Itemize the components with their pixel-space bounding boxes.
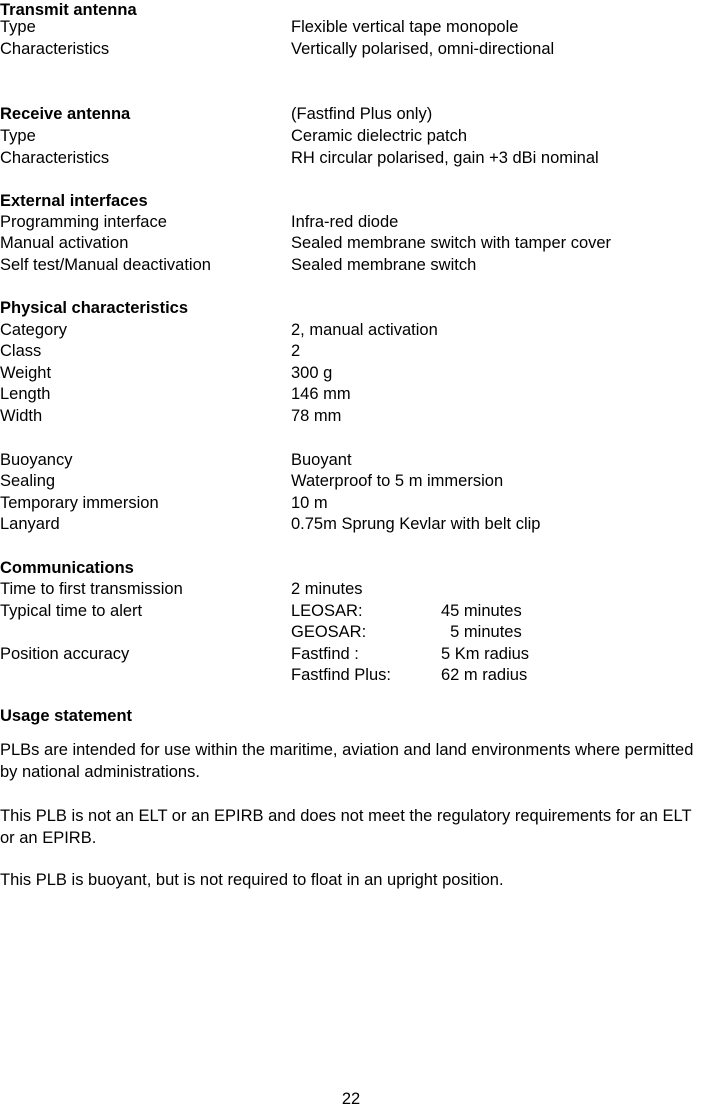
self-test-value: Sealed membrane switch <box>291 256 477 274</box>
lanyard-label: Lanyard <box>0 515 60 533</box>
programming-interface-label: Programming interface <box>0 213 167 231</box>
self-test-label: Self test/Manual deactivation <box>0 256 211 274</box>
leosar-value: 45 minutes <box>441 602 522 620</box>
transmit-characteristics-value: Vertically polarised, omni-directional <box>291 40 555 58</box>
geosar-value: 5 minutes <box>441 623 522 641</box>
usage-paragraph-2: This PLB is not an ELT or an EPIRB and does not meet the regulatory requirements for an ELT or an EPIRB. <box>0 807 692 847</box>
lanyard-value: 0.75m Sprung Kevlar with belt clip <box>291 515 541 533</box>
receive-type-value: Ceramic dielectric patch <box>291 127 468 145</box>
usage-paragraph-1: PLBs are intended for use within the maritime, aviation and land environments where permitted by national administrations. <box>0 741 694 781</box>
length-label: Length <box>0 385 51 403</box>
class-value: 2 <box>291 342 301 360</box>
first-transmission-value: 2 minutes <box>291 580 363 598</box>
first-transmission-label: Time to first transmission <box>0 580 183 598</box>
sealing-label: Sealing <box>0 472 56 490</box>
manual-activation-label: Manual activation <box>0 234 129 252</box>
time-to-alert-label: Typical time to alert <box>0 602 143 620</box>
programming-interface-value: Infra-red diode <box>291 213 399 231</box>
fastfind-plus-label: Fastfind Plus: <box>291 666 391 684</box>
receive-antenna-heading: Receive antenna <box>0 105 131 123</box>
fastfind-value: 5 Km radius <box>441 645 530 663</box>
weight-value: 300 g <box>291 364 333 382</box>
usage-paragraph-3: This PLB is buoyant, but is not required to float in an upright position. <box>0 871 504 889</box>
receive-characteristics-label: Characteristics <box>0 149 110 167</box>
transmit-antenna-heading: Transmit antenna <box>0 1 137 19</box>
transmit-type-label: Type <box>0 18 36 36</box>
communications-heading: Communications <box>0 559 134 577</box>
width-label: Width <box>0 407 43 425</box>
fastfind-label: Fastfind : <box>291 645 359 663</box>
geosar-label: GEOSAR: <box>291 623 367 641</box>
temporary-immersion-value: 10 m <box>291 494 328 512</box>
receive-characteristics-value: RH circular polarised, gain +3 dBi nominal <box>291 149 599 167</box>
transmit-type-value: Flexible vertical tape monopole <box>291 18 519 36</box>
transmit-characteristics-label: Characteristics <box>0 40 110 58</box>
leosar-label: LEOSAR: <box>291 602 363 620</box>
length-value: 146 mm <box>291 385 351 403</box>
category-label: Category <box>0 321 67 339</box>
receive-type-label: Type <box>0 127 36 145</box>
receive-antenna-note: (Fastfind Plus only) <box>291 105 433 123</box>
sealing-value: Waterproof to 5 m immersion <box>291 472 504 490</box>
page-number: 22 <box>341 1090 361 1108</box>
external-interfaces-heading: External interfaces <box>0 192 148 210</box>
buoyancy-value: Buoyant <box>291 451 352 469</box>
position-accuracy-label: Position accuracy <box>0 645 130 663</box>
width-value: 78 mm <box>291 407 342 425</box>
category-value: 2, manual activation <box>291 321 438 339</box>
temporary-immersion-label: Temporary immersion <box>0 494 159 512</box>
class-label: Class <box>0 342 42 360</box>
physical-characteristics-heading: Physical characteristics <box>0 299 189 317</box>
weight-label: Weight <box>0 364 52 382</box>
manual-activation-value: Sealed membrane switch with tamper cover <box>291 234 612 252</box>
buoyancy-label: Buoyancy <box>0 451 73 469</box>
fastfind-plus-value: 62 m radius <box>441 666 528 684</box>
usage-statement-heading: Usage statement <box>0 707 133 725</box>
